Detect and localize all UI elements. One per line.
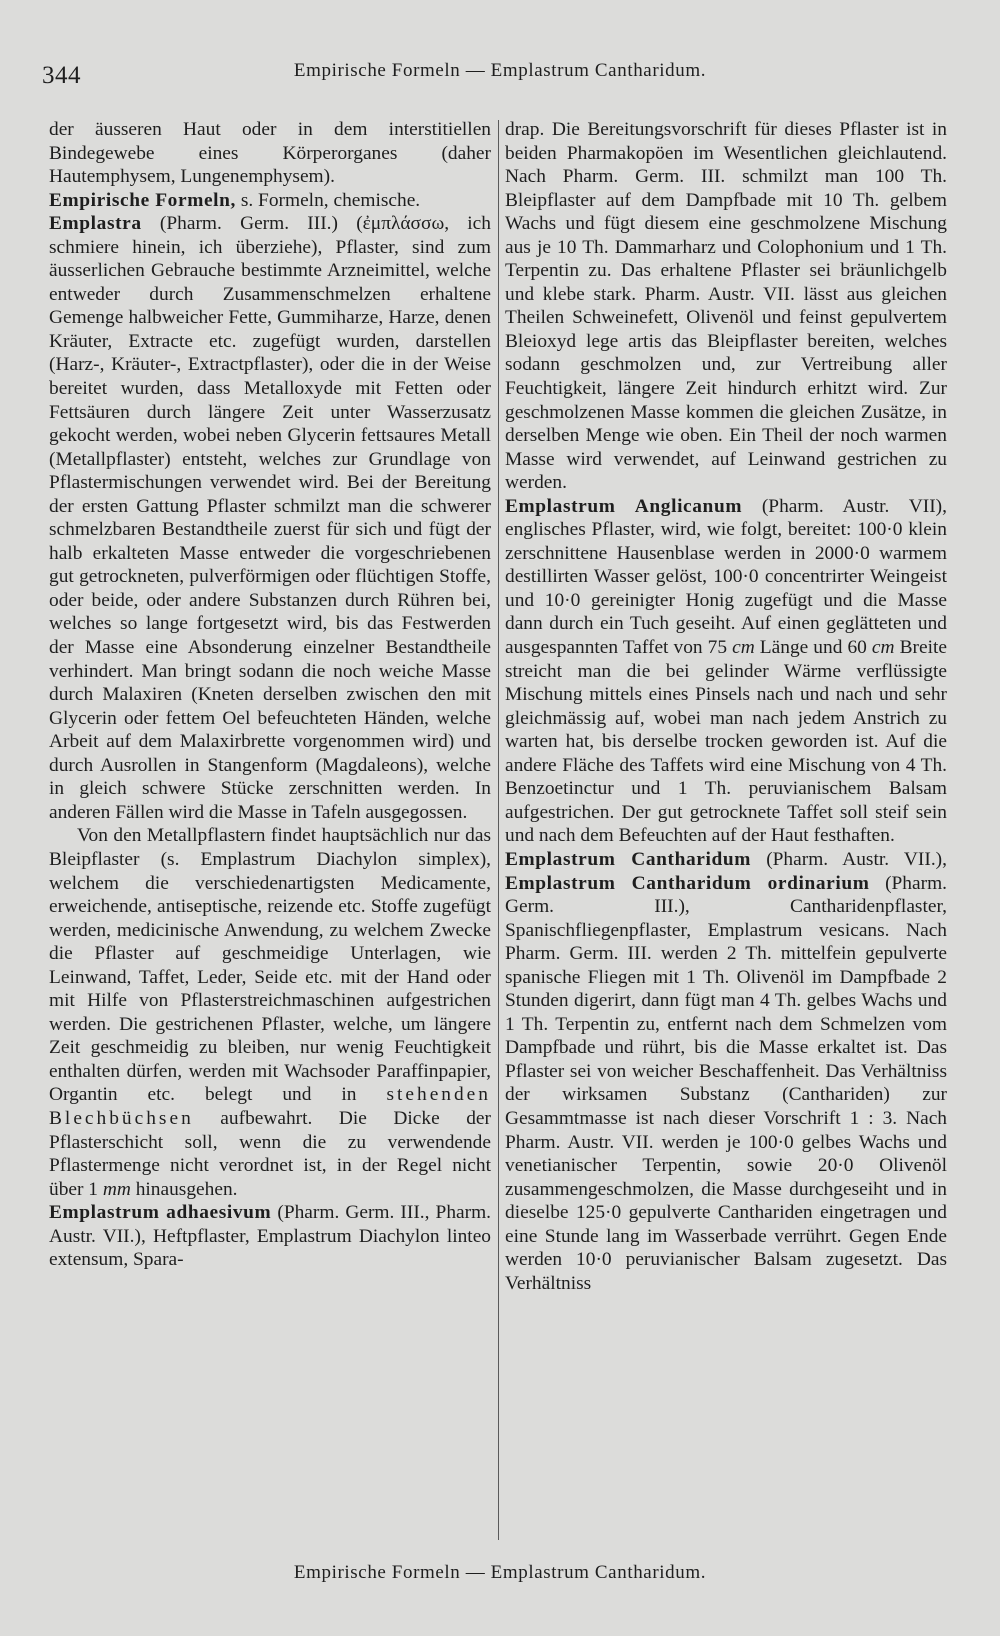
- unit: cm: [871, 637, 895, 659]
- unit: mm: [102, 1178, 131, 1200]
- entry-text: Breite streicht man die bei gelinder Wärme verflüssigte Mischung mittels eines Pinsels nach und nach und sehr gleichmässig auf, wobei man nach jedem Anstrich zu warten hat, bis derselbe trocken geworden ist. Auf die andere Fläche des Taffets wird eine Mischung von 4 Th. Benzoetinctur und 1 Th. peruvianischem Balsam aufgestrichen. Der gut getrocknete Taffet soll steif sein und nach dem Befeuchten auf der Haut festhaften.: [505, 637, 947, 847]
- entry-term: Emplastrum Cantharidum: [505, 848, 752, 870]
- entry-empirische-formeln: [49, 189, 491, 213]
- entry-text: (Pharm. Austr. VII), englisches Pflaster, wird, wie folgt, bereitet: 100·0 klein zerschnittene Hausenblase werden in 2000·0 warmem destillirten Wasser gelöst, 100·0 concentrirter Weingeist und 10·0 gereinigter Honig zugefügt und die Masse dann durch ein Tuch geseiht. Auf einen geglätteten und ausgespannten Taffet von 75: [505, 495, 947, 659]
- entry-term: Emplastrum Anglicanum: [505, 495, 743, 517]
- entry-emplastrum-adhaesivum: [49, 1201, 491, 1272]
- running-head: Empirische Formeln — Emplastrum Cantharidum.: [293, 60, 707, 81]
- left-column: [49, 118, 491, 1272]
- right-column: [505, 118, 947, 1295]
- entry-text: s. Formeln, chemische.: [235, 189, 421, 211]
- entry-text: (Pharm. Germ. III.) (ἐμπλάσσω, ich schmiere hinein, ich überziehe), Pflaster, sind zum äusserlichen Gebrauche bestimmte Arzneimittel, welche entweder durch Zusammenschmelzen erhaltene Gemenge halbweicher Fette, Gummiharze, Harze, denen Kräuter, Extracte etc. zugefügt wurden, darstellen (Harz-, Kräuter-, Extractpflaster), oder die in der Weise bereitet wurden, dass Metalloxyde mit Fetten oder Fettsäuren durch längere Zeit unter Wasserzusatz gekocht werden, wobei neben Glycerin fettsaures Metall (Metallpflaster) entsteht, welches zur Grundlage von Pflastermischungen verwendet wird. Bei der Bereitung der ersten Gattung Pflaster schmilzt man die schwerer schmelzbaren Bestandtheile zuerst für sich und fügt der halb erkalteten Masse entweder die vorgeschriebenen gut getrockneten, pulverförmigen oder flüchtigen Stoffe, oder beide, oder andere Substanzen durch Rühren bei, welches so lange fortgesetzt wird, bis das Festwerden der Masse eine Absonderung einzelner Bestandtheile verhindert. Man bringt sodann die noch weiche Masse durch Malaxiren (Kneten derselben zwischen den mit Glycerin oder fettem Oel befeuchteten Händen, welche Arbeit auf dem Malaxirbrette vorgenommen wird) und durch Ausrollen in Stangenform (Magdaleons), welche in gleich schwere Stücke zerschnitten werden. In anderen Fällen wird die Masse in Tafeln ausgegossen.: [49, 213, 491, 823]
- paragraph-haut: der äusseren Haut oder in dem interstitiellen Bindegewebe eines Körperorganes (daher Hautemphysem, Lungenemphysem).: [49, 119, 491, 188]
- page-header: [0, 56, 1000, 96]
- entry-term: Emplastrum Cantharidum ordinarium: [505, 872, 870, 894]
- page-footer: Empirische Formeln — Emplastrum Cantharidum.: [293, 1562, 707, 1583]
- spaced-emphasis: stehenden Blechbüchsen: [49, 1084, 491, 1129]
- paragraph-text: hinausgehen.: [130, 1178, 238, 1200]
- entry-text: Länge und 60: [754, 637, 872, 659]
- entry-emplastrum-anglicanum: [505, 495, 947, 848]
- column-divider: [498, 120, 499, 1540]
- page-number: 344: [42, 62, 81, 89]
- entry-term: Emplastrum adhaesivum: [49, 1202, 272, 1224]
- entry-term: Emplastra: [49, 213, 142, 235]
- entry-text: (Pharm. Austr. VII.),: [751, 848, 947, 870]
- entry-text: (Pharm. Germ. III.), Cantharidenpflaster, Spanischfliegenpflaster, Emplastrum vesicans. Nach Pharm. Germ. III. werden 2 Th. mittelfein gepulverte spanische Fliegen mit 1 Th. Olivenöl im Dampfbade 2 Stunden digerirt, dann fügt man 4 Th. gelbes Wachs und 1 Th. Terpentin zu, entfernt nach dem Schmelzen vom Dampfbade und rührt, bis die Masse erkaltet ist. Das Pflaster sei von weicher Beschaffenheit. Das Verhältniss der wirksamen Substanz (Canthariden) zur Gesammtmasse ist nach dieser Vorschrift 1 : 3. Nach Pharm. Austr. VII. werden je 100·0 gelbes Wachs und venetianischer Terpentin, sowie 20·0 Olivenöl zusammengeschmolzen, die Masse durchgeseiht und in dieselbe 125·0 gepulverte Canthariden eingetragen und eine Stunde lang im Wasserbade verrührt. Gegen Ende werden 10·0 peruvianischer Balsam zugesetzt. Das Verhältniss: [505, 872, 947, 1294]
- entry-text: (Pharm. Germ. III., Pharm. Austr. VII.), Heftpflaster, Emplastrum Diachylon linteo extensum, Spara-: [49, 1202, 492, 1271]
- paragraph-text: aufbewahrt. Die Dicke der Pflasterschicht soll, wenn die zu verwendende Pflastermenge nicht verordnet ist, in der Regel nicht über 1: [49, 1107, 491, 1200]
- entry-emplastrum-cantharidum: [505, 848, 947, 1295]
- paragraph-sparadrap: drap. Die Bereitungsvorschrift für dieses Pflaster ist in beiden Pharmakopöen im Wesentlichen gleichlautend. Nach Pharm. Germ. III. schmilzt man 100 Th. Bleipflaster auf dem Dampfbade mit 10 Th. gelbem Wachs und fügt diesem eine geschmolzene Mischung aus je 10 Th. Dammarharz und Colophonium und 1 Th. Terpentin zu. Das erhaltene Pflaster sei bräunlichgelb und klebe stark. Pharm. Austr. VII. lässt aus gleichen Theilen Schweinefett, Olivenöl und feinst gepulvertem Bleioxyd lege artis das Bleipflaster bereiten, welches sodann geschmolzen und, zur Vertreibung aller Feuchtigkeit, längere Zeit hindurch erhitzt wird. Zur geschmolzenen Masse kommen die gleichen Zusätze, in derselben Menge wie oben. Ein Theil der noch warmen Masse wird verwendet, auf Leinwand gestrichen zu werden.: [505, 119, 947, 494]
- entry-emplastra: [49, 212, 491, 824]
- entry-term: Empirische Formeln,: [49, 189, 236, 211]
- unit: cm: [732, 637, 755, 659]
- paragraph-metallpflaster: [49, 824, 491, 1201]
- paragraph-text: Von den Metallpflastern findet hauptsächlich nur das Bleipflaster (s. Emplastrum Diachylon simplex), welchem die verschiedenartigsten Medicamente, erweichende, antiseptische, reizende etc. Stoffe zugefügt werden, medicinische Anwendung, zu welchem Zwecke die Pflaster auf geschmeidige Unterlagen, wie Leinwand, Taffet, Leder, Seide etc. mit der Hand oder mit Hilfe von Pflasterstreichmaschinen aufgestrichen werden. Die gestrichenen Pflaster, welche, um längere Zeit geschmeidig zu bleiben, nur wenig Feuchtigkeit enthalten dürfen, werden mit Wachsoder Paraffinpapier, Organtin etc. belegt und in: [49, 825, 491, 1106]
